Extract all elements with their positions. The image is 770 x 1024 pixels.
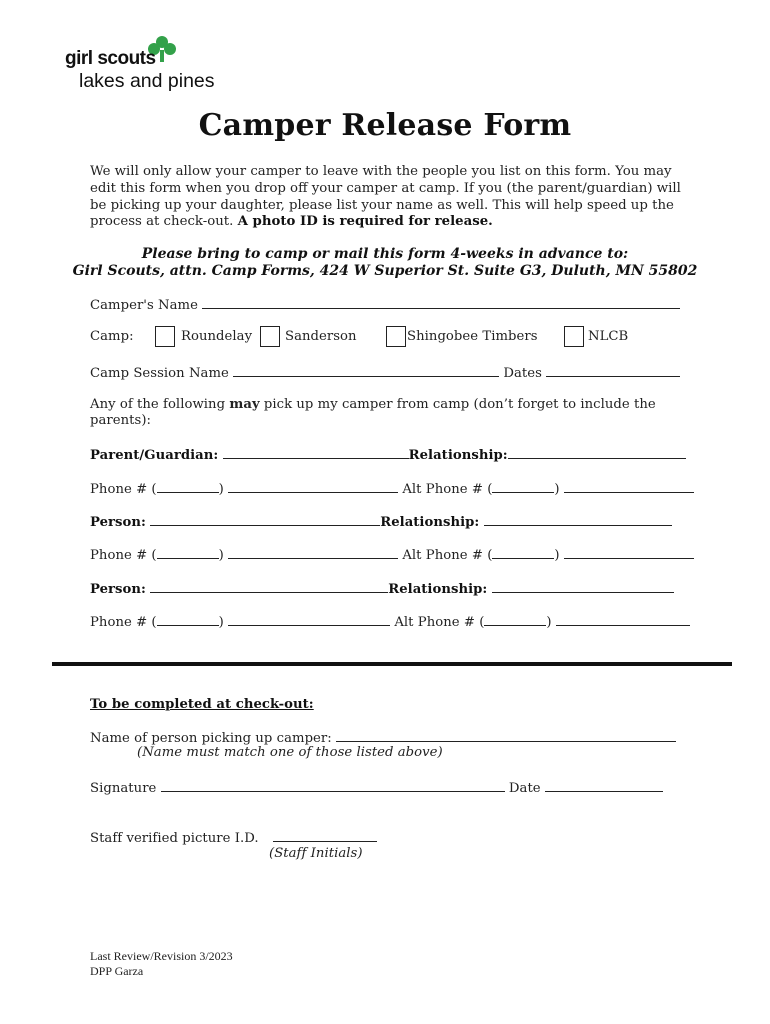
intro-text: We will only allow your camper to leave with the people you list on this form. You may edit this form when you drop off your camper at camp. If you (the parent/guardian) will be picking up your daughter, please list your name as well. This will help speed up the process at check-out. [90,164,681,230]
phone-label-3: Phone # ( [90,615,157,630]
checkout-date-field[interactable] [545,779,663,792]
mail-address: Girl Scouts, attn. Camp Forms, 424 W Superior St. Suite G3, Duluth, MN 55802 [72,263,698,279]
shingobee-timbers-label: Shingobee Timbers [407,329,538,344]
session-field[interactable] [233,364,499,377]
pickup-intro-line2: parents): [90,413,152,428]
person-label-1: Person: [90,515,146,530]
alt-phone-area-code-field-3[interactable] [484,613,546,626]
photo-id-notice: A photo ID is required for release. [237,214,493,230]
intro-paragraph [90,164,690,231]
phone-number-field-3[interactable] [228,613,390,626]
person-field-1[interactable] [150,513,380,526]
signature-field[interactable] [161,779,505,792]
relationship-label-3: Relationship: [388,582,488,597]
name-match-note: (Name must match one of those listed above) [137,745,443,760]
phone-number-field-1[interactable] [228,480,398,493]
pickup-intro-may: may [229,397,260,412]
person-row-1 [90,513,672,530]
phone-close-3: ) [218,615,224,630]
relationship-label-2: Relationship: [380,515,480,530]
alt-phone-close-3: ) [546,615,552,630]
pickup-person-field[interactable] [336,729,676,742]
pickup-person-row [90,729,676,746]
checkout-date-label: Date [508,781,541,796]
pickup-intro-text-a: Any of the following [90,397,230,412]
relationship-label-1: Relationship: [408,448,508,463]
girl-scouts-logo [62,34,222,100]
mail-instructions-line1: Please bring to camp or mail this form 4-weeks in advance to: [141,246,629,262]
staff-verified-row [90,829,377,846]
roundelay-label: Roundelay [181,329,253,344]
camper-name-field[interactable] [202,296,680,309]
phone-area-code-field-2[interactable] [157,546,219,559]
signature-label: Signature [90,781,157,796]
dates-label: Dates [503,366,542,381]
phone-label-2: Phone # ( [90,548,157,563]
pickup-person-label: Name of person picking up camper: [90,731,332,746]
relationship-field-1[interactable] [508,446,686,459]
phone-area-code-field-1[interactable] [157,480,219,493]
person-row-2 [90,580,674,597]
phone-close-2: ) [218,548,224,563]
alt-phone-close-2: ) [554,548,560,563]
alt-phone-number-field-3[interactable] [556,613,690,626]
checkout-heading: To be completed at check-out: [90,697,314,712]
shingobee-timbers-checkbox[interactable] [386,326,406,347]
person-label-2: Person: [90,582,146,597]
roundelay-checkbox[interactable] [155,326,175,347]
sanderson-label: Sanderson [285,329,357,344]
phone-label-1: Phone # ( [90,482,157,497]
session-label: Camp Session Name [90,366,229,381]
nlcb-checkbox[interactable] [564,326,584,347]
section-divider [52,662,732,666]
sanderson-checkbox[interactable] [260,326,280,347]
phone-row-1 [90,480,694,497]
camper-name-row [90,296,680,313]
alt-phone-label-1: Alt Phone # ( [402,482,493,497]
author-note: DPP Garza [90,964,144,978]
phone-number-field-2[interactable] [228,546,398,559]
person-field-2[interactable] [150,580,388,593]
alt-phone-area-code-field-1[interactable] [492,480,554,493]
camp-label: Camp: [90,329,134,344]
alt-phone-number-field-2[interactable] [564,546,694,559]
alt-phone-number-field-1[interactable] [564,480,694,493]
dates-field[interactable] [546,364,680,377]
alt-phone-label-3: Alt Phone # ( [394,615,485,630]
staff-initials-note: (Staff Initials) [269,846,363,861]
camper-name-label: Camper's Name [90,298,198,313]
parent-guardian-field[interactable] [223,446,409,459]
staff-initials-field[interactable] [273,829,377,842]
parent-guardian-row [90,446,686,463]
page-title: Camper Release Form [198,108,572,143]
pickup-intro-text-b: pick up my camper from camp (don’t forget to include the [259,397,656,412]
relationship-field-3[interactable] [492,580,674,593]
logo-text-girl-scouts: girl scouts [65,48,156,69]
alt-phone-label-2: Alt Phone # ( [402,548,493,563]
nlcb-label: NLCB [588,329,629,344]
pickup-intro-line1 [90,397,656,412]
phone-row-2 [90,546,694,563]
alt-phone-close-1: ) [554,482,560,497]
phone-row-3 [90,613,690,630]
phone-area-code-field-3[interactable] [157,613,219,626]
signature-row [90,779,663,796]
staff-verified-label: Staff verified picture I.D. [90,831,259,846]
revision-note: Last Review/Revision 3/2023 [90,949,233,963]
logo-text-lakes-and-pines: lakes and pines [79,70,215,92]
relationship-field-2[interactable] [484,513,672,526]
parent-guardian-label: Parent/Guardian: [90,448,219,463]
session-row [90,364,680,381]
alt-phone-area-code-field-2[interactable] [492,546,554,559]
phone-close-1: ) [218,482,224,497]
